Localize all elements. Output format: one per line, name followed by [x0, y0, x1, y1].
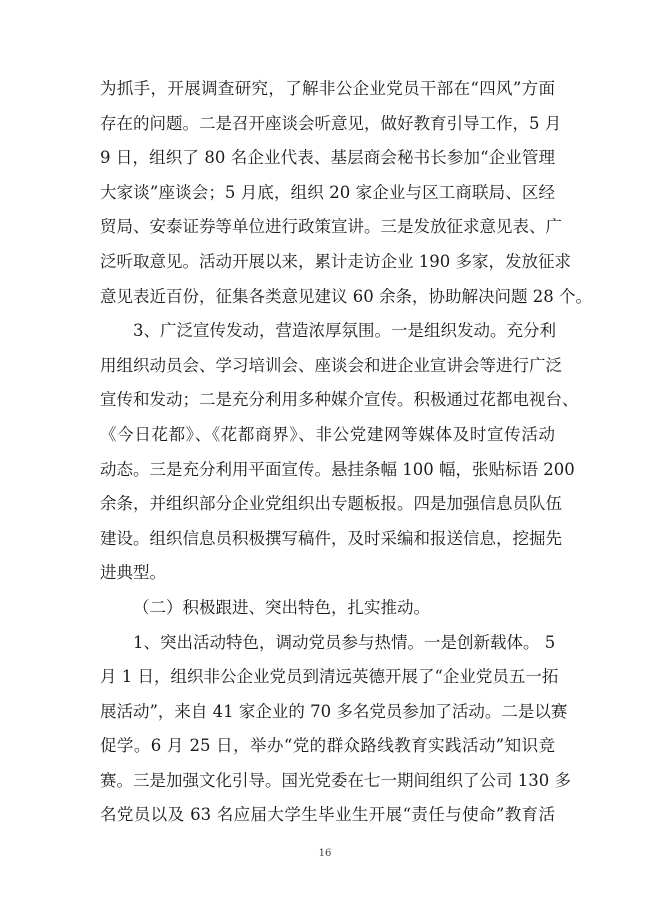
text-line: 9 日，组织了 80 名企业代表、基层商会秘书长参加“企业管理 [100, 148, 555, 168]
text-line: 《今日花都》、《花都商界》、非公党建网等媒体及时宣传活动 [100, 424, 555, 444]
text-line: 赛。三是加强文化引导。国光党委在七一期间组织了公司 130 多 [100, 770, 571, 790]
text-line: 1、突出活动特色，调动党员参与热情。一是创新载体。 5 [133, 632, 556, 652]
text-line: 贸局、安泰证券等单位进行政策宣讲。三是发放征求意见表、广 [100, 217, 562, 237]
text-line: 3、广泛宣传发动，营造浓厚氛围。一是组织发动。充分利 [133, 321, 556, 341]
text-line: 意见表近百份，征集各类意见建议 60 余条，协助解决问题 28 个。 [100, 286, 592, 306]
text-line: 泛听取意见。活动开展以来，累计走访企业 190 多家，发放征求 [100, 251, 571, 271]
body-text [100, 72, 592, 833]
text-line: 存在的问题。二是召开座谈会听意见，做好教育引导工作，5 月 [100, 113, 562, 133]
text-line: 促学。6 月 25 日，举办“党的群众路线教育实践活动”知识竞 [100, 736, 555, 756]
text-line: 余条，并组织部分企业党组织出专题板报。四是加强信息员队伍 [100, 494, 562, 514]
text-line: 展活动”，来自 41 家企业的 70 多名党员参加了活动。二是以赛 [100, 701, 568, 721]
text-line: 大家谈”座谈会；5 月底，组织 20 家企业与区工商联局、区经 [100, 182, 555, 202]
text-line: 进典型。 [100, 563, 166, 583]
text-line: 用组织动员会、学习培训会、座谈会和进企业宣讲会等进行广泛 [100, 355, 562, 375]
page-number: 16 [318, 848, 332, 859]
text-line: 名党员以及 63 名应届大学生毕业生开展“责任与使命”教育活 [100, 805, 555, 825]
text-line: 为抓手，开展调查研究，了解非公企业党员干部在“四风”方面 [100, 79, 555, 98]
text-line: 月 1 日，组织非公企业党员到清远英德开展了“企业党员五一拓 [100, 667, 559, 687]
text-line: 动态。三是充分利用平面宣传。悬挂条幅 100 幅，张贴标语 200 [100, 459, 575, 479]
text-line: 宣传和发动；二是充分利用多种媒介宣传。积极通过花都电视台、 [100, 390, 579, 410]
text-line: 建设。组织信息员积极撰写稿件，及时采编和报送信息，挖掘先 [100, 528, 562, 548]
section-heading: （二）积极跟进、突出特色，扎实推动。 [133, 597, 430, 617]
